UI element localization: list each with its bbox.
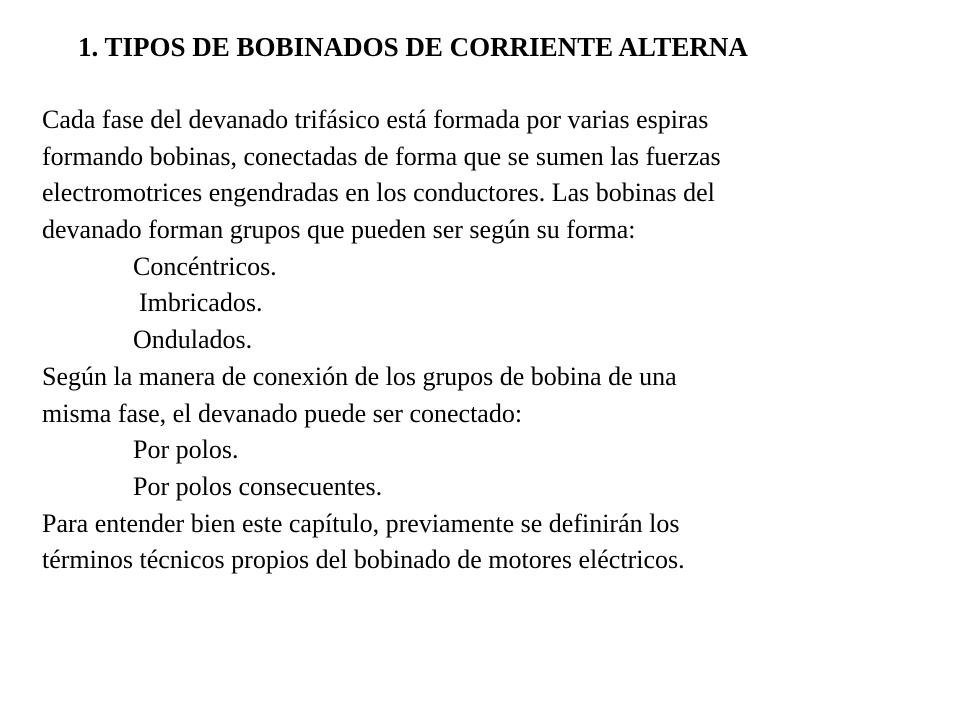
form-item-imbricados: Imbricados. bbox=[139, 288, 263, 318]
paragraph-line: Para entender bien este capítulo, previamente se definirán los bbox=[42, 508, 680, 538]
paragraph-line: electromotrices engendradas en los conductores. Las bobinas del bbox=[42, 178, 715, 208]
paragraph-line: términos técnicos propios del bobinado de motores eléctricos. bbox=[42, 545, 685, 575]
slide-title: 1. TIPOS DE BOBINADOS DE CORRIENTE ALTERNA bbox=[78, 32, 748, 62]
paragraph-line: Cada fase del devanado trifásico está formada por varias espiras bbox=[42, 105, 709, 134]
paragraph-line: devanado forman grupos que pueden ser según su forma: bbox=[42, 215, 636, 245]
connection-item-por-polos-consecuentes: Por polos consecuentes. bbox=[133, 471, 383, 501]
paragraph-line: Según la manera de conexión de los grupos de bobina de una bbox=[42, 361, 677, 391]
paragraph-line: misma fase, el devanado puede ser conectado: bbox=[42, 398, 523, 428]
form-item-ondulados: Ondulados. bbox=[133, 325, 253, 355]
paragraph-line: formando bobinas, conectadas de forma que se sumen las fuerzas bbox=[42, 141, 721, 171]
form-item-concentricos: Concéntricos. bbox=[133, 251, 277, 281]
slide-body bbox=[42, 102, 922, 579]
connection-item-por-polos: Por polos. bbox=[133, 435, 239, 465]
